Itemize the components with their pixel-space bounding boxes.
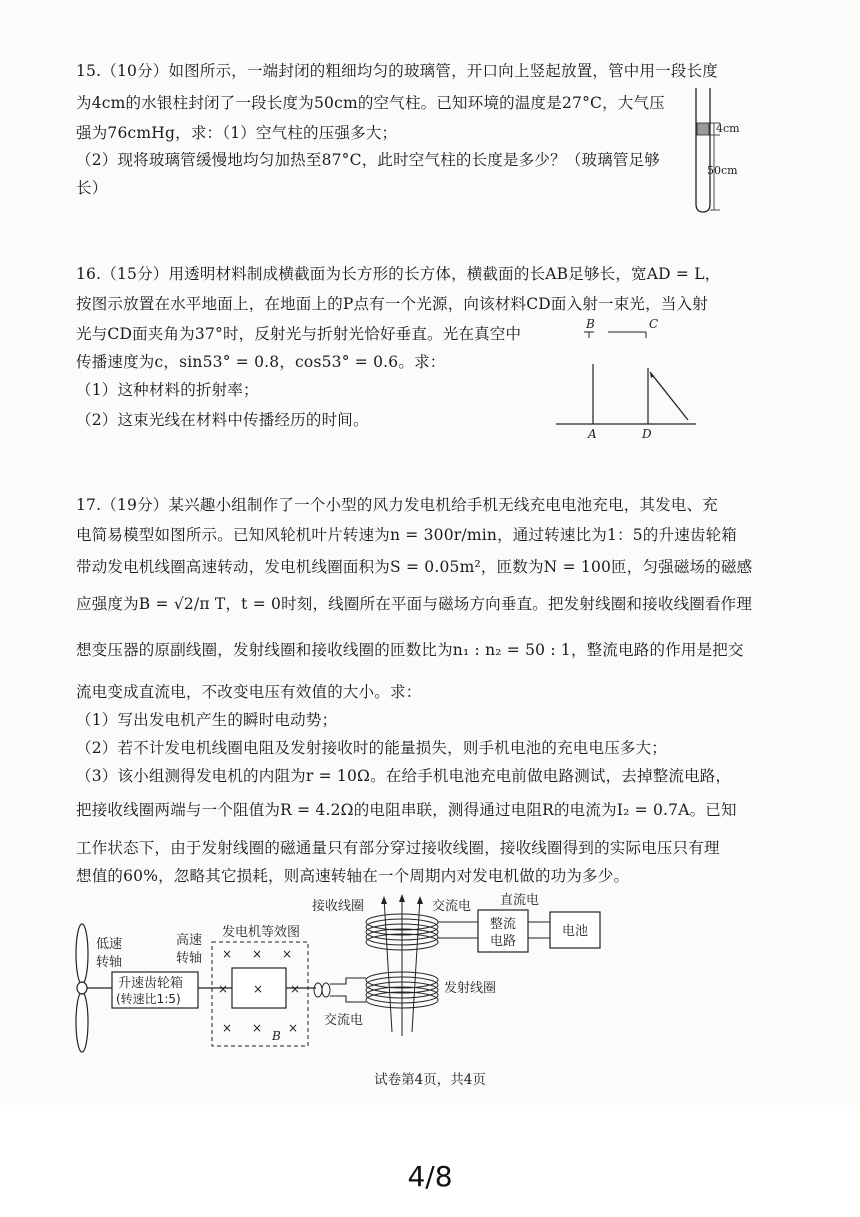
field-label: B	[272, 1029, 281, 1043]
label-a: A	[588, 427, 597, 441]
q15-line-4: （2）现将玻璃管缓慢地均匀加热至87°C，此时空气柱的长度是多少？（玻璃管足够	[76, 151, 660, 169]
rectifier-label-2: 电路	[490, 934, 517, 949]
page-indicator: 4/8	[407, 1160, 453, 1193]
svg-text:×: ×	[252, 947, 263, 961]
battery-label: 电池	[562, 924, 589, 939]
ac-top-label: 交流电	[432, 899, 472, 914]
q15-line-3: 强为76cmHg，求：（1）空气柱的压强多大；	[76, 124, 398, 142]
high-speed-label-1: 高速	[176, 933, 203, 948]
q16-line-1: 16.（15分）用透明材料制成横截面为长方形的长方体，横截面的长AB足够长，宽AD = L，	[76, 265, 721, 283]
glass-tube	[696, 88, 710, 212]
svg-text:×: ×	[218, 982, 229, 996]
prism-figure	[550, 312, 710, 442]
page-footer: 试卷第4页，共4页	[374, 1072, 486, 1088]
light-ray	[650, 372, 688, 420]
propeller-icon	[76, 924, 88, 1052]
q17-line-3: 带动发电机线圈高速转动，发电机线圈面积为S = 0.05m²，匝数为N = 100匝，匀强磁场的磁感	[76, 558, 753, 576]
svg-text:×: ×	[282, 947, 293, 961]
wind-generator-figure	[66, 892, 626, 1062]
svg-text:×: ×	[222, 1021, 233, 1035]
q15-line-2: 为4cm的水银柱封闭了一段长度为50cm的空气柱。已知环境的温度是27°C，大气压	[76, 94, 665, 112]
dc-label: 直流电	[500, 893, 540, 908]
ac-bottom-label: 交流电	[324, 1013, 364, 1028]
q17-line-7: （1）写出发电机产生的瞬时电动势；	[76, 711, 338, 729]
q17-line-10: 把接收线圈两端与一个阻值为R = 4.2Ω的电阻串联，测得通过电阻R的电流为I₂ = 0.7A。已知	[76, 801, 737, 819]
field-lines	[384, 896, 420, 1036]
q17-line-9: （3）该小组测得发电机的内阻为r = 10Ω。在给手机电池充电前做电路测试，去掉整流电路，	[76, 767, 732, 785]
q17-line-1: 17.（19分）某兴趣小组制作了一个小型的风力发电机给手机无线充电电池充电，其发电、充	[76, 496, 718, 514]
air-length-label: 50cm	[707, 164, 738, 177]
svg-text:×: ×	[290, 982, 301, 996]
rectifier-label-1: 整流	[490, 917, 517, 932]
svg-text:×: ×	[253, 982, 264, 996]
q17-line-12: 想值的60%，忽略其它损耗，则高速转轴在一个周期内对发电机做的功为多少。	[76, 867, 630, 885]
q17-line-11: 工作状态下，由于发射线圈的磁通量只有部分穿过接收线圈，接收线圈得到的实际电压只有理	[76, 839, 720, 857]
q16-line-3: 光与CD面夹角为37°时，反射光与折射光恰好垂直。光在真空中	[76, 325, 522, 343]
low-speed-label-1: 低速	[96, 937, 123, 952]
label-b: B	[586, 317, 595, 331]
q15-line-1: 15.（10分）如图所示，一端封闭的粗细均匀的玻璃管，开口向上竖起放置，管中用一段长度	[76, 62, 718, 80]
q16-line-4: 传播速度为c，sin53° = 0.8，cos53° = 0.6。求：	[76, 353, 446, 371]
high-speed-label-2: 转轴	[176, 951, 203, 966]
q17-line-5: 想变压器的原副线圈，发射线圈和接收线圈的匝数比为n₁ : n₂ = 50 : 1，整流电路的作用是把交	[76, 641, 744, 659]
transmit-coil-label: 发射线圈	[444, 981, 497, 996]
receive-coil-label: 接收线圈	[312, 899, 365, 914]
q16-line-5: （1）这种材料的折射率；	[76, 381, 259, 399]
generator-label: 发电机等效图	[222, 925, 301, 940]
svg-text:×: ×	[288, 1021, 299, 1035]
q15-line-5: 长）	[76, 179, 108, 197]
svg-text:×: ×	[222, 947, 233, 961]
gearbox-label-2: (转速比1:5)	[116, 992, 181, 1006]
q16-line-6: （2）这束光线在材料中传播经历的时间。	[76, 411, 369, 429]
mercury-length-label: 4cm	[716, 122, 740, 135]
svg-text:×: ×	[252, 1021, 263, 1035]
label-d: D	[642, 427, 652, 441]
low-speed-label-2: 转轴	[96, 955, 123, 970]
glass-tube-figure	[686, 86, 766, 216]
q17-line-4: 应强度为B = √2/π T，t = 0时刻，线圈所在平面与磁场方向垂直。把发射线圈和接收线圈看作理	[76, 595, 753, 613]
mercury-column	[697, 123, 709, 135]
q16-line-2: 按图示放置在水平地面上，在地面上的P点有一个光源，向该材料CD面入射一束光，当入射	[76, 295, 708, 313]
magnetic-field-marks	[218, 947, 300, 1035]
q17-line-8: （2）若不计发电机线圈电阻及发射接收时的能量损失，则手机电池的充电电压多大；	[76, 739, 667, 757]
label-c: C	[649, 317, 659, 331]
gearbox-label-1: 升速齿轮箱	[118, 976, 184, 991]
q17-line-2: 电简易模型如图所示。已知风轮机叶片转速为n = 300r/min，通过转速比为1：5的升速齿轮箱	[76, 526, 738, 544]
q17-line-6: 流电变成直流电，不改变电压有效值的大小。求：	[76, 683, 422, 701]
